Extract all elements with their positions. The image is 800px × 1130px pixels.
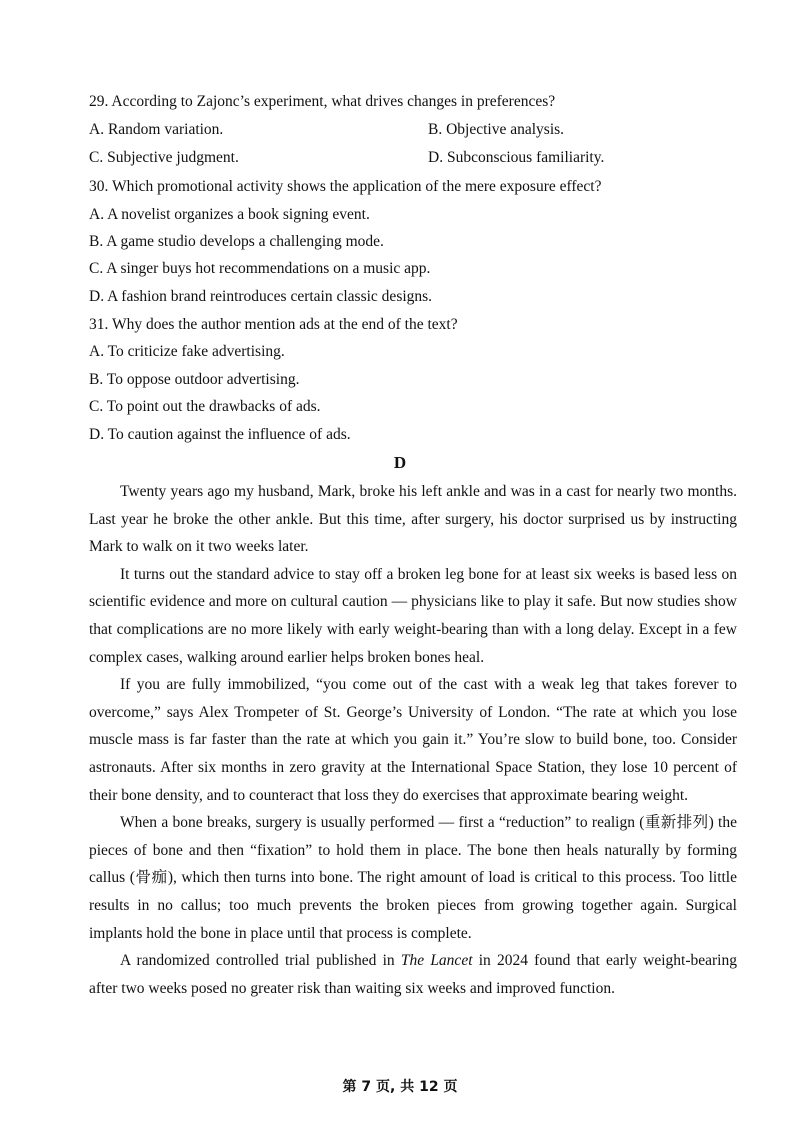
question-31-option-a: A. To criticize fake advertising.: [89, 343, 285, 360]
question-31-option-b: B. To oppose outdoor advertising.: [89, 371, 300, 388]
question-30-stem: 30. Which promotional activity shows the application of the mere exposure effect?: [89, 178, 602, 195]
passage-paragraph-1: Twenty years ago my husband, Mark, broke his left ankle and was in a cast for nearly two months. Last year he broke the other ankle. But this time, after surgery, his doctor surprised us by instructing Mark to walk on it two weeks later.: [89, 483, 737, 556]
question-29-option-c: C. Subjective judgment.: [89, 149, 239, 166]
paragraph-5-text-end: in 2024 found that early weight-bearing after two weeks posed no greater risk than waiting six weeks and improved function.: [89, 952, 737, 997]
passage-paragraph-5: [89, 947, 737, 1002]
question-30-option-c: C. A singer buys hot recommendations on a music app.: [89, 260, 431, 277]
question-29-stem: 29. According to Zajonc’s experiment, what drives changes in preferences?: [89, 93, 556, 110]
question-29-option-a: A. Random variation.: [89, 121, 224, 138]
question-29-option-d: D. Subconscious familiarity.: [428, 149, 605, 166]
passage-paragraph-3: If you are fully immobilized, “you come out of the cast with a weak leg that takes forever to overcome,” says Alex Trompeter of St. George’s University of London. “The rate at which you lose muscle mass is far faster than the rate at which you gain it.” You’re slow to build bone, too. Consider astronauts. After six months in zero gravity at the International Space Station, they lose 10 percent of their bone density, and to counteract that loss they do exercises that approximate bearing weight.: [89, 676, 737, 804]
section-heading: D: [393, 453, 407, 472]
page-number: 第 7 页, 共 12 页: [342, 1079, 458, 1095]
question-31-stem: 31. Why does the author mention ads at the end of the text?: [89, 316, 458, 333]
reading-passage: [89, 478, 737, 1002]
passage-paragraph-4: When a bone breaks, surgery is usually performed — first a “reduction” to realign (重新排列) the pieces of bone and then “fixation” to hold them in place. The bone then heals naturally by forming callus (骨痂), which then turns into bone. The right amount of load is critical to this process. Too little results in no callus; too much prevents the broken pieces from growing together again. Surgical implants hold the bone in place until that process is complete.: [89, 814, 737, 942]
question-30-option-d: D. A fashion brand reintroduces certain classic designs.: [89, 288, 433, 305]
question-30-option-b: B. A game studio develops a challenging mode.: [89, 233, 384, 250]
paragraph-5-text-start: A randomized controlled trial published in: [120, 952, 401, 970]
passage-paragraph-2: It turns out the standard advice to stay off a broken leg bone for at least six weeks is based less on scientific evidence and more on cultural caution — physicians like to play it safe. But now studies show that complications are no more likely with early weight-bearing than with a long delay. Except in a few complex cases, walking around earlier helps broken bones heal.: [89, 565, 737, 666]
journal-title: The Lancet: [400, 952, 473, 970]
question-29-option-b: B. Objective analysis.: [428, 121, 565, 138]
question-31-option-c: C. To point out the drawbacks of ads.: [89, 398, 321, 415]
question-30-option-a: A. A novelist organizes a book signing event.: [89, 206, 370, 223]
question-31-option-d: D. To caution against the influence of ads.: [89, 426, 351, 443]
